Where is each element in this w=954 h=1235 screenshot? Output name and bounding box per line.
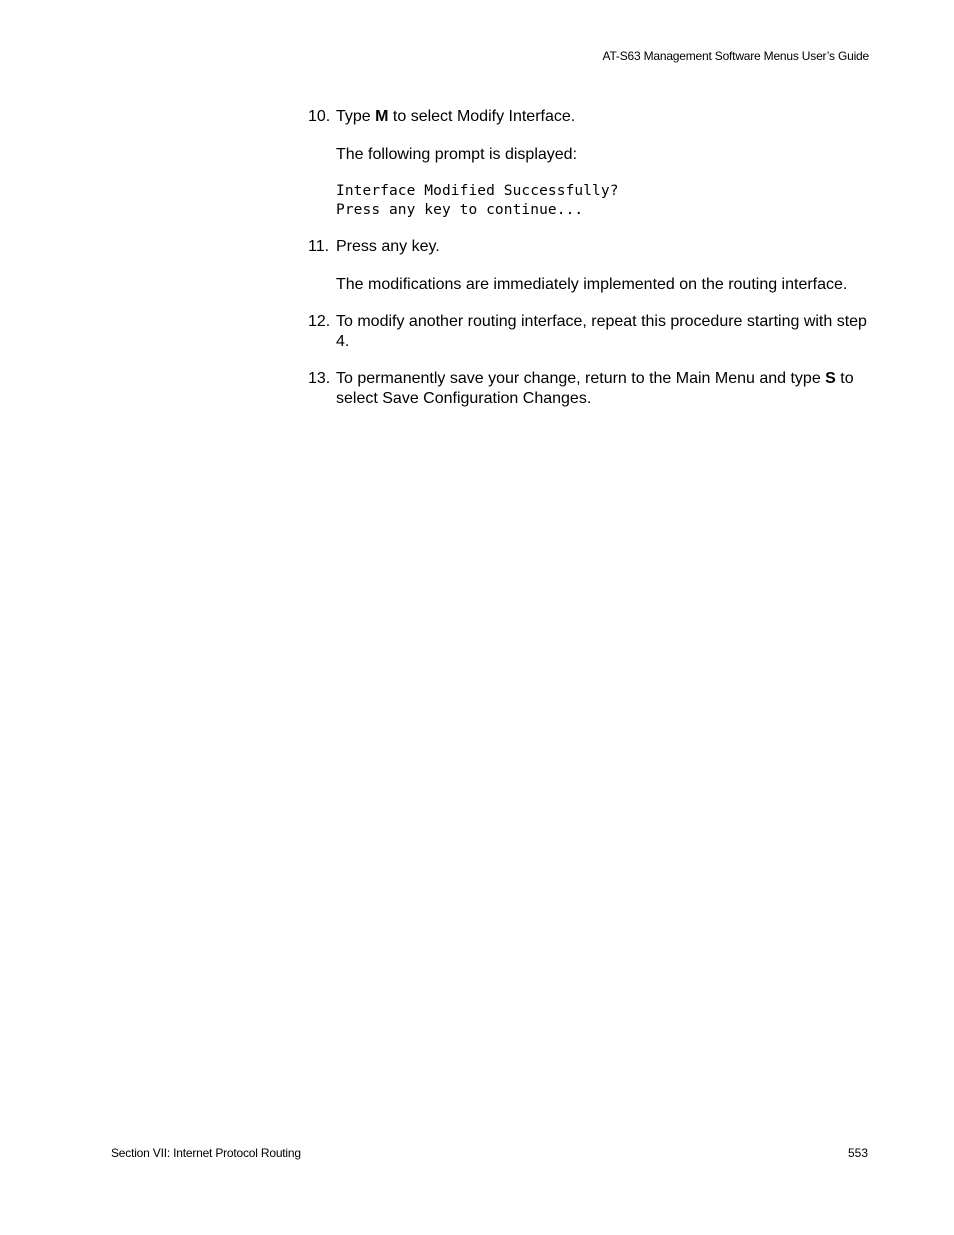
step-number: 10.	[308, 108, 331, 125]
code-line: Press any key to continue...	[336, 202, 584, 218]
footer-section-title: Section VII: Internet Protocol Routing	[111, 1146, 301, 1160]
step-text-after: to select Modify Interface.	[388, 108, 576, 125]
step-11	[308, 237, 870, 257]
step-text-after: to select Save Configuration Changes.	[336, 370, 854, 407]
running-header-title: AT-S63 Management Software Menus User’s Guide	[602, 49, 869, 63]
step-12	[308, 312, 870, 352]
step-number: 12.	[308, 313, 331, 330]
step-11-followup: The modifications are immediately implemented on the routing interface.	[336, 276, 848, 293]
step-10	[308, 107, 870, 127]
page-number: 553	[847, 1146, 868, 1160]
code-line: Interface Modified Successfully?	[336, 183, 619, 199]
prompt-code-block	[308, 182, 870, 220]
procedure-steps	[308, 107, 870, 409]
step-text: Press any key.	[336, 238, 440, 255]
step-text-before: Type	[336, 108, 376, 125]
key-letter: S	[825, 370, 836, 387]
step-13	[308, 369, 870, 409]
step-text: To modify another routing interface, repeat this procedure starting with step 4.	[336, 313, 867, 350]
step-text-before: To permanently save your change, return to the Main Menu and type	[336, 370, 826, 387]
step-number: 13.	[308, 370, 331, 387]
step-10-followup: The following prompt is displayed:	[336, 146, 578, 163]
key-letter: M	[375, 108, 389, 125]
step-number: 11.	[308, 238, 330, 255]
